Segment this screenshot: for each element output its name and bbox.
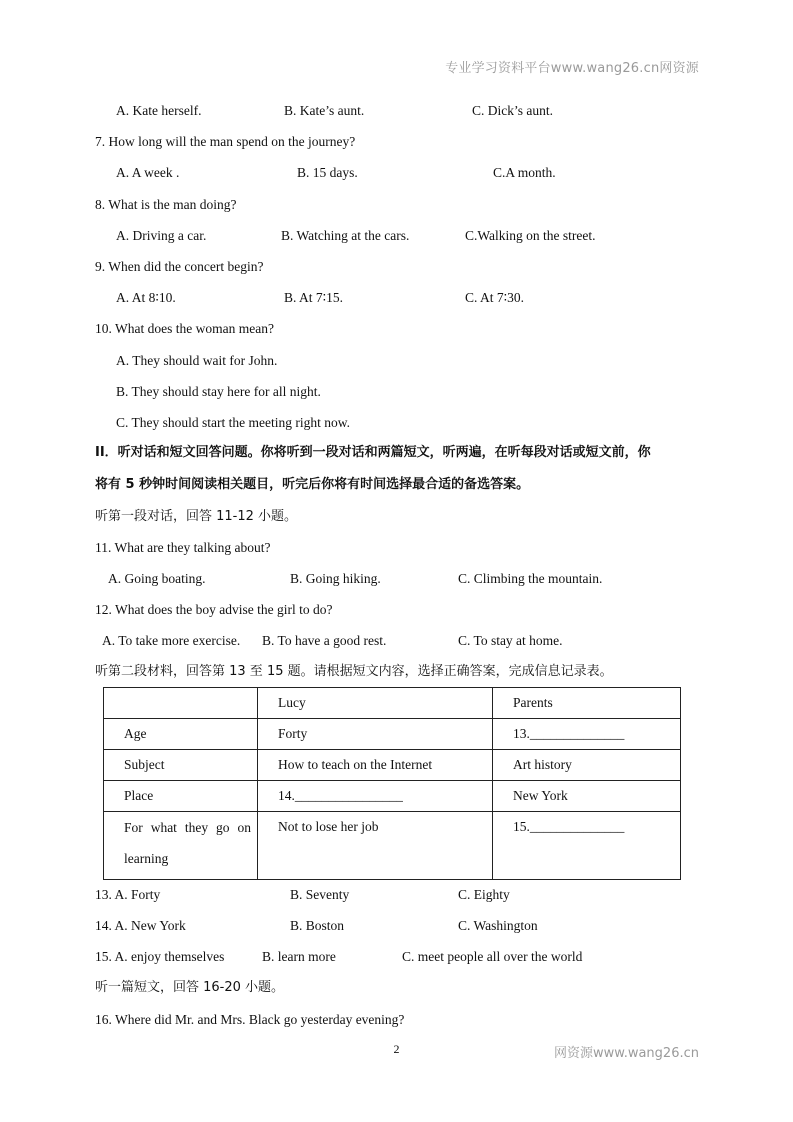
- q8-option-a: A. Driving a car.: [116, 228, 207, 243]
- q15-option-a: 15. A. enjoy themselves: [95, 949, 225, 964]
- table-cell-blank-14: 14.________________: [258, 781, 493, 812]
- table-cell-blank-15: 15.______________: [493, 812, 681, 880]
- q7-option-b: B. 15 days.: [297, 165, 358, 180]
- q11-question: 11. What are they talking about?: [95, 540, 271, 555]
- q12-option-c: C. To stay at home.: [458, 633, 563, 648]
- q13-option-a: 13. A. Forty: [95, 887, 161, 902]
- table-cell-blank-13: 13.______________: [493, 719, 681, 750]
- q12-question: 12. What does the boy advise the girl to do?: [95, 602, 333, 617]
- q8-option-c: C.Walking on the street.: [465, 228, 596, 243]
- q7-question: 7. How long will the man spend on the journey?: [95, 134, 356, 149]
- q9-option-a: A. At 8∶10.: [116, 290, 176, 305]
- q8-question: 8. What is the man doing?: [95, 197, 237, 212]
- q8-option-b: B. Watching at the cars.: [281, 228, 410, 243]
- q10-option-b: B. They should stay here for all night.: [116, 384, 321, 399]
- table-header-lucy: Lucy: [258, 688, 493, 719]
- q6-option-c: C. Dick’s aunt.: [472, 103, 553, 118]
- table-cell: New York: [493, 781, 681, 812]
- table-cell: Art history: [493, 750, 681, 781]
- header-watermark: 专业学习资料平台www.wang26.cn网资源: [445, 61, 699, 76]
- q13-option-b: B. Seventy: [290, 887, 350, 902]
- q12-option-a: A. To take more exercise.: [102, 633, 241, 648]
- part3-intro: 听一篇短文，回答 16-20 小题。: [95, 980, 285, 995]
- q11-option-c: C. Climbing the mountain.: [458, 571, 603, 586]
- info-record-table: [103, 687, 681, 880]
- table-row: [104, 781, 681, 812]
- table-cell: Forty: [258, 719, 493, 750]
- table-cell: [104, 688, 258, 719]
- table-row: [104, 750, 681, 781]
- section-2-instruction-line2: 将有 5 秒钟时间阅读相关题目，听完后你将有时间选择最合适的备选答案。: [95, 477, 530, 492]
- q10-option-a: A. They should wait for John.: [116, 353, 278, 368]
- table-cell: Not to lose her job: [258, 812, 493, 880]
- table-header-row: [104, 688, 681, 719]
- table-cell: Age: [104, 719, 258, 750]
- q9-option-b: B. At 7∶15.: [284, 290, 344, 305]
- q12-option-b: B. To have a good rest.: [262, 633, 387, 648]
- q7-option-c: C.A month.: [493, 165, 556, 180]
- table-cell: [104, 812, 258, 880]
- q9-question: 9. When did the concert begin?: [95, 259, 264, 274]
- q9-option-c: C. At 7∶30.: [465, 290, 525, 305]
- table-row: [104, 719, 681, 750]
- q7-option-a: A. A week .: [116, 165, 180, 180]
- q11-option-b: B. Going hiking.: [290, 571, 381, 586]
- table-cell: Place: [104, 781, 258, 812]
- q13-option-c: C. Eighty: [458, 887, 510, 902]
- q6-option-a: A. Kate herself.: [116, 103, 202, 118]
- table-cell: How to teach on the Internet: [258, 750, 493, 781]
- table-cell: Subject: [104, 750, 258, 781]
- part1-intro: 听第一段对话，回答 11-12 小题。: [95, 509, 298, 524]
- q14-option-a: 14. A. New York: [95, 918, 186, 933]
- q14-option-b: B. Boston: [290, 918, 345, 933]
- table-row: [104, 812, 681, 880]
- page-number: 2: [393, 1042, 400, 1056]
- footer-watermark: 网资源www.wang26.cn: [554, 1046, 699, 1061]
- q6-option-b: B. Kate’s aunt.: [284, 103, 365, 118]
- q15-option-c: C. meet people all over the world: [402, 949, 583, 964]
- part2-intro: 听第二段材料，回答第 13 至 15 题。请根据短文内容，选择正确答案，完成信息记录表。: [95, 664, 613, 679]
- q16-question: 16. Where did Mr. and Mrs. Black go yesterday evening?: [95, 1012, 405, 1027]
- section-2-instruction-line1: II．听对话和短文回答问题。你将听到一段对话和两篇短文，听两遍，在听每段对话或短文前，你: [95, 445, 651, 460]
- q11-option-a: A. Going boating.: [108, 571, 206, 586]
- table-header-parents: Parents: [493, 688, 681, 719]
- q14-option-c: C. Washington: [458, 918, 538, 933]
- q15-option-b: B. learn more: [262, 949, 336, 964]
- q10-option-c: C. They should start the meeting right now.: [116, 415, 350, 430]
- q10-question: 10. What does the woman mean?: [95, 321, 274, 336]
- table-cell-text: For what they go on learning: [124, 820, 251, 866]
